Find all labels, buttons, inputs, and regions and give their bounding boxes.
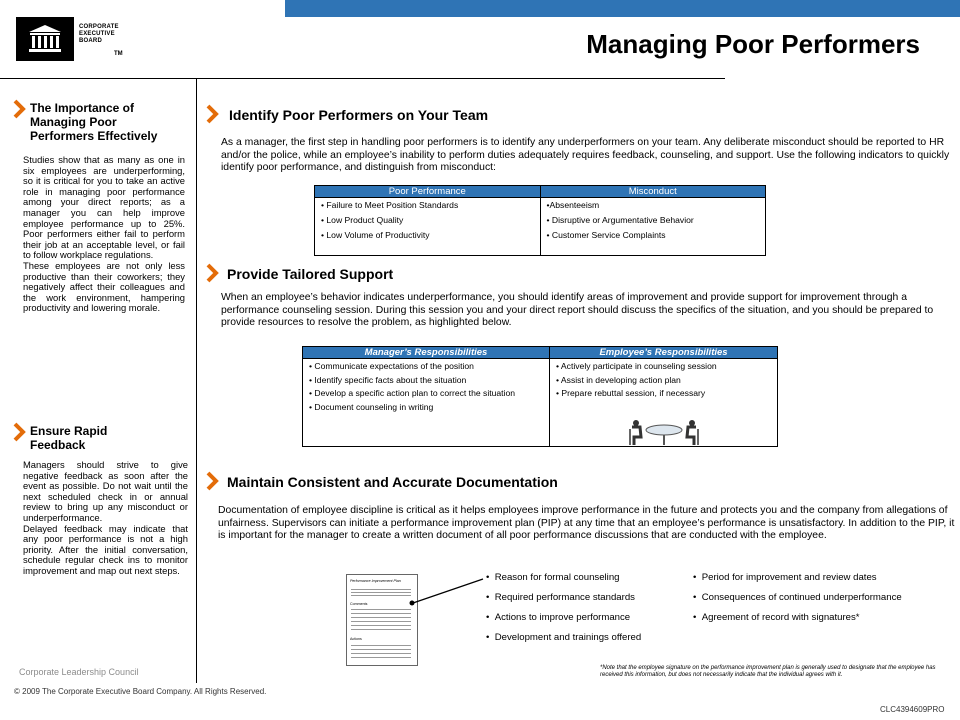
section-text-support: When an employee’s behavior indicates underperformance, you should identify areas of improvement and provide support for improvement through a performance counseling session. During this session you and your direct report should discuss the specifics of the situation, and you should be prepared to provide resources to resolve the problem, as highlighted below. <box>221 292 934 329</box>
sidebar-heading-importance: The Importance of Managing Poor Performers Effectively <box>30 101 158 143</box>
documentation-list-2 <box>693 572 943 632</box>
footer-copyright: © 2009 The Corporate Executive Board Company. All Rights Reserved. <box>14 687 267 696</box>
list-item: • Assist in developing action plan <box>556 374 681 385</box>
list-item: • Document counseling in writing <box>309 401 434 412</box>
table-cell-misconduct <box>540 198 766 256</box>
list-item: • Customer Service Complaints <box>546 230 666 240</box>
list-item: • Identify specific facts about the situation <box>309 374 467 385</box>
list-item: • Prepare rebuttal session, if necessary <box>556 388 706 398</box>
list-item: • Period for improvement and review dates <box>693 572 877 583</box>
logo-wordmark: CORPORATE EXECUTIVE BOARD <box>79 24 119 44</box>
list-item: • Actively participate in counseling session <box>556 361 717 371</box>
pip-form-illustration: Performance Improvement Plan Comments Actions <box>346 574 418 666</box>
section-heading-support: Provide Tailored Support <box>227 266 394 282</box>
chevron-right-icon <box>205 263 219 283</box>
chevron-right-icon <box>12 422 26 442</box>
documentation-list-1 <box>486 572 686 652</box>
list-item: • Communicate expectations of the position <box>309 361 474 371</box>
list-item: • Actions to improve performance <box>486 612 631 623</box>
table-header-poor-performance: Poor Performance <box>315 186 541 198</box>
list-item: • Agreement of record with signatures* <box>693 612 860 623</box>
top-accent-bar <box>285 0 960 17</box>
list-item: •Absenteeism <box>546 200 600 210</box>
table-header-employee: Employee’s Responsibilities <box>550 347 778 359</box>
responsibilities-table <box>302 346 778 447</box>
sidebar-text-feedback: Managers should strive to give negative feedback as soon after the event as possible. Do not wait until the next scheduled check in or annual review to bring up any misconduct or underperformance. Delayed feedback may indicate that any poor performance is not a high priority. After the initial conversation, schedule regular check ins to monitor improvement and map out next steps. <box>23 459 188 576</box>
signature-footnote: *Note that the employee signature on the performance improvement plan is generally used to designate that the employee has received this information, but does not necessarily indicate that the individual agrees with it. <box>600 665 936 678</box>
section-text-identify: As a manager, the first step in handling poor performers is to identify any underperformers on your team. Any deliberate misconduct should be reported to HR and/or the police, while an employee’s inability to perform duties adequately requires feedback, counseling, and support. Use the following indicators to quickly identify poor performance, and distinguish from misconduct: <box>221 137 950 174</box>
meeting-icon <box>624 417 704 447</box>
table-cell-manager <box>303 359 550 447</box>
list-item: • Develop a specific action plan to correct the situation <box>309 388 516 398</box>
page-title: Managing Poor Performers <box>586 29 920 59</box>
section-text-documentation: Documentation of employee discipline is critical as it helps employees improve performance in the future and protects you and the company from allegations of unfairness. Supervisors can initiate a performance improvement plan (PIP) at any time that an employee’s performance is unsatisfactory. In addition to the PIP, it is important for the manager to create a written document of all poor performance discussions that are conducted with the employee. <box>218 505 955 542</box>
list-item: • Disruptive or Argumentative Behavior <box>546 215 694 225</box>
header-divider <box>0 78 725 79</box>
list-item: • Consequences of continued underperformance <box>693 592 902 603</box>
chevron-right-icon <box>12 99 26 119</box>
sidebar-text-importance: Studies show that as many as one in six employees are underperforming, so it is critical for you to take an active role in managing poor performance among your direct reports; as a manager you can help improve employee performance up to 25%. Poor performers either fail to perform their job at an acceptable level, or fail to follow workplace regulations. These employees are not only less productive than their coworkers; they negatively affect their colleagues and the work environment, hampering productivity and lowering morale. <box>23 154 185 314</box>
chevron-right-icon <box>205 471 219 491</box>
list-item: • Development and trainings offered <box>486 632 642 643</box>
trademark: TM <box>114 51 123 57</box>
list-item: • Low Product Quality <box>321 215 404 225</box>
section-heading-documentation: Maintain Consistent and Accurate Documentation <box>227 474 558 490</box>
company-logo <box>16 17 74 61</box>
building-icon <box>16 17 74 61</box>
list-item: • Reason for formal counseling <box>486 572 620 583</box>
list-item: • Required performance standards <box>486 592 635 603</box>
sidebar-heading-feedback: Ensure Rapid Feedback <box>30 424 108 452</box>
list-item: • Low Volume of Productivity <box>321 230 430 240</box>
connector-line <box>395 576 490 606</box>
footer-council: Corporate Leadership Council <box>19 667 139 677</box>
footer-document-code: CLC4394609PRO <box>880 705 945 714</box>
table-cell-employee <box>550 359 778 447</box>
section-heading-identify: Identify Poor Performers on Your Team <box>229 107 489 123</box>
chevron-right-icon <box>205 104 219 124</box>
table-cell-poor-performance <box>315 198 541 256</box>
table-header-manager: Manager’s Responsibilities <box>303 347 550 359</box>
list-item: • Failure to Meet Position Standards <box>321 200 459 210</box>
performance-vs-misconduct-table <box>314 185 766 256</box>
sidebar-divider <box>196 78 197 683</box>
table-header-misconduct: Misconduct <box>540 186 766 198</box>
